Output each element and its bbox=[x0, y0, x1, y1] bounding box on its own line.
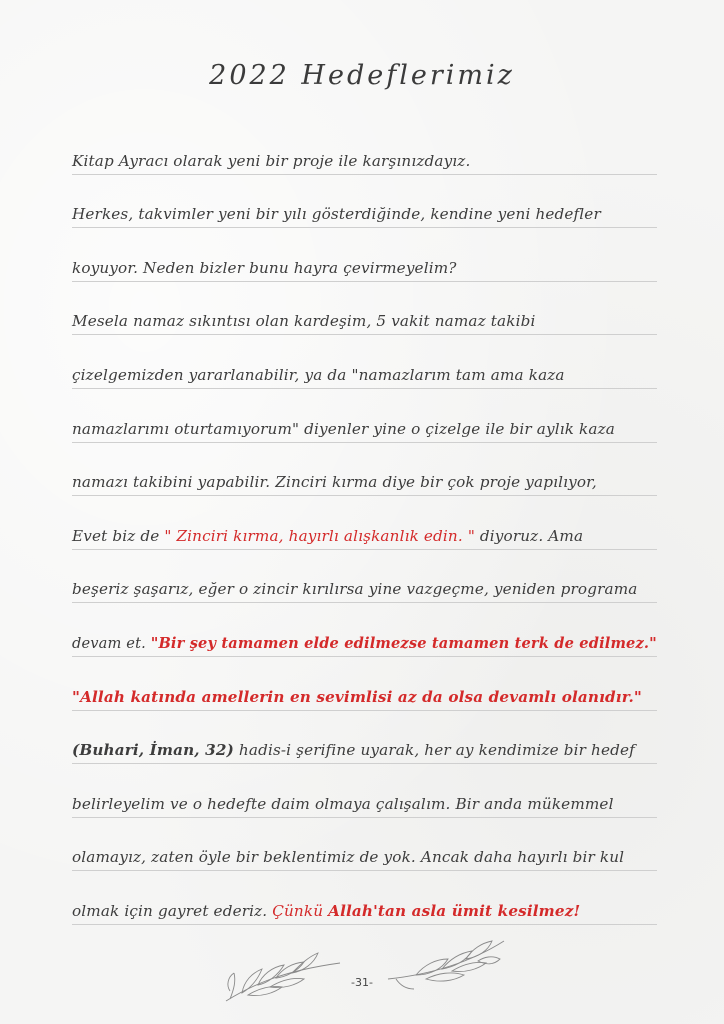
text-line bbox=[72, 228, 657, 282]
highlighted-text-segment: (Buhari, İman, 32) bbox=[72, 741, 234, 760]
text-line bbox=[72, 335, 657, 389]
text-segment: koyuyor. Neden bizler bunu hayra çevirmeyelim? bbox=[72, 258, 457, 277]
text-segment: Evet biz de bbox=[72, 526, 165, 545]
text-line bbox=[72, 443, 657, 497]
text-line bbox=[72, 657, 657, 711]
text-line bbox=[72, 603, 657, 657]
text-segment: belirleyelim ve o hedefte daim olmaya çalışalım. Bir anda mükemmel bbox=[72, 794, 614, 813]
text-line bbox=[72, 282, 657, 336]
text-segment: beşeriz şaşarız, eğer o zincir kırılırsa yine vazgeçme, yeniden programa bbox=[72, 580, 638, 599]
text-line-content bbox=[72, 688, 642, 706]
text-line-content bbox=[72, 259, 457, 277]
text-line-content bbox=[72, 473, 597, 491]
highlighted-text-segment: "Bir şey tamamen elde edilmezse tamamen terk de edilmez." bbox=[150, 634, 657, 652]
text-line bbox=[72, 175, 657, 229]
text-line bbox=[72, 818, 657, 872]
text-segment: Kitap Ayracı olarak yeni bir proje ile karşınızdayız. bbox=[72, 151, 471, 170]
text-line-content bbox=[72, 741, 635, 759]
text-segment: çizelgemizden yararlanabilir, ya da "namazlarım tam ama kaza bbox=[72, 365, 565, 384]
text-segment: olmak için gayret ederiz. bbox=[72, 901, 273, 920]
text-line-content bbox=[72, 580, 637, 598]
text-line-content bbox=[72, 635, 657, 652]
text-segment: Herkes, takvimler yeni bir yılı gösterdiğinde, kendine yeni hedefler bbox=[72, 205, 601, 224]
text-line-content bbox=[72, 205, 601, 223]
text-segment: namazlarımı oturtamıyorum" diyenler yine o çizelge ile bir aylık kaza bbox=[72, 419, 615, 438]
text-line-content bbox=[72, 902, 580, 920]
text-line-content bbox=[72, 420, 615, 438]
text-line bbox=[72, 871, 657, 925]
highlighted-text-segment: "Allah katında amellerin en sevimlisi az da olsa devamlı olanıdır." bbox=[72, 687, 642, 706]
text-line bbox=[72, 550, 657, 604]
text-segment: olamayız, zaten öyle bir beklentimiz de yok. Ancak daha hayırlı bir kul bbox=[72, 848, 625, 867]
text-line-content bbox=[72, 527, 583, 545]
text-line bbox=[72, 121, 657, 175]
text-line-content bbox=[72, 152, 470, 170]
text-line-content bbox=[72, 366, 565, 384]
text-segment: devam et. bbox=[72, 634, 151, 652]
highlighted-text-segment: Allah'tan asla ümit kesilmez! bbox=[328, 901, 581, 920]
page-number: -31- bbox=[351, 976, 373, 989]
text-line-content bbox=[72, 848, 624, 866]
lined-text-body bbox=[72, 121, 657, 925]
text-line-content bbox=[72, 795, 614, 813]
text-segment: namazı takibini yapabilir. Zinciri kırma diye bir çok proje yapılıyor, bbox=[72, 473, 597, 492]
text-line-content bbox=[72, 312, 535, 330]
text-segment: Mesela namaz sıkıntısı olan kardeşim, 5 vakit namaz takibi bbox=[72, 312, 536, 331]
text-line bbox=[72, 389, 657, 443]
text-segment: hadis-i şerifine uyarak, her ay kendimize bir hedef bbox=[233, 741, 635, 760]
text-line bbox=[72, 496, 657, 550]
text-segment: diyoruz. Ama bbox=[474, 526, 584, 545]
page-title: 2022 Hedeflerimiz bbox=[209, 60, 515, 91]
leaf-sprig-icon bbox=[222, 935, 344, 1005]
text-line bbox=[72, 764, 657, 818]
text-line bbox=[72, 711, 657, 765]
highlighted-text-segment: Çünkü bbox=[272, 901, 329, 920]
highlighted-text-segment: " Zinciri kırma, hayırlı alışkanlık edin. " bbox=[164, 526, 475, 545]
